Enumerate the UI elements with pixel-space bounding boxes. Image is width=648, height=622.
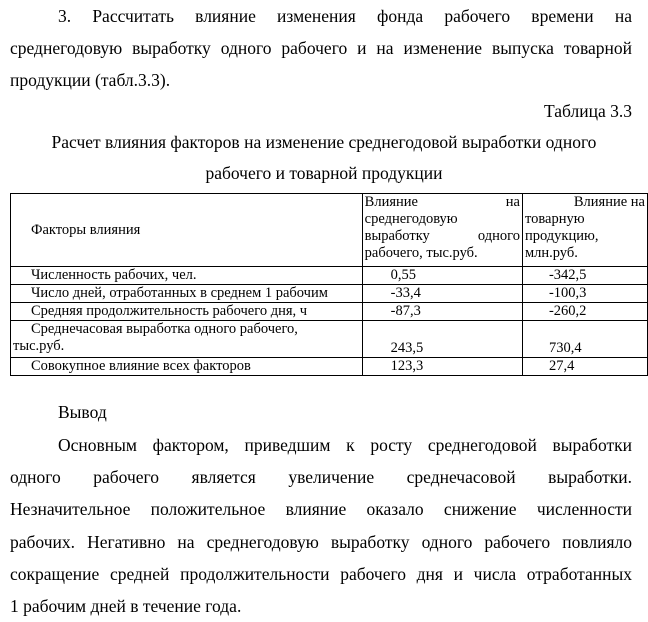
header-product-line-2: товарную: [524, 211, 585, 227]
conclusion-line-3: Незначительное положительное влияние оказало снижение численности: [10, 499, 632, 519]
factors-table: [10, 193, 648, 376]
row-output-value: 0,55: [362, 267, 522, 285]
header-output-line-3: выработку одного: [364, 228, 520, 244]
row-factor: Совокупное влияние всех факторов: [11, 358, 363, 376]
table-row: [11, 267, 648, 285]
row-product-value: -342,5: [522, 267, 647, 285]
table-row: [11, 303, 648, 321]
row-output-value: -87,3: [362, 303, 522, 321]
row-factor: Число дней, отработанных в среднем 1 рабочим: [11, 285, 363, 303]
conclusion-line-4: рабочих. Негативно на среднегодовую выработку одного рабочего повлияло: [10, 532, 632, 552]
conclusion-line-1: Основным фактором, приведшим к росту среднегодовой выработки: [58, 435, 632, 455]
header-output-influence: [362, 194, 522, 267]
conclusion-line-2: одного рабочего является увеличение среднечасовой выработки.: [10, 467, 632, 487]
header-product-line-1: Влияние на: [573, 194, 645, 210]
row-product-value: -260,2: [522, 303, 647, 321]
row-factor-line-1: Среднечасовая выработка одного рабочего,: [31, 321, 298, 337]
row-output-value: 123,3: [362, 358, 522, 376]
row-output-value: 243,5: [362, 321, 522, 358]
conclusion-line-5: сокращение средней продолжительности рабочего дня и числа отработанных: [10, 564, 632, 584]
table-label: Таблица 3.3: [544, 101, 632, 121]
header-factors: Факторы влияния: [11, 194, 363, 267]
table-title-line-2: рабочего и товарной продукции: [205, 163, 443, 183]
row-factor: Средняя продолжительность рабочего дня, ч: [11, 303, 363, 321]
intro-line-3: продукции (табл.3.3).: [10, 70, 171, 90]
header-product-line-4: млн.руб.: [524, 245, 578, 261]
table-row: [11, 285, 648, 303]
row-factor: Численность рабочих, чел.: [11, 267, 363, 285]
header-output-line-2: среднегодовую: [364, 211, 458, 227]
conclusion-title: Вывод: [58, 402, 107, 422]
table-header-row: [11, 194, 648, 267]
table-title-line-1: Расчет влияния факторов на изменение среднегодовой выработки одного: [51, 132, 597, 152]
header-product-influence: [522, 194, 647, 267]
intro-line-2: среднегодовую выработку одного рабочего и на изменение выпуска товарной: [10, 38, 632, 58]
header-output-line-1: Влияние на: [364, 194, 520, 210]
row-output-value: -33,4: [362, 285, 522, 303]
row-factor: [11, 321, 363, 358]
table-row: [11, 321, 648, 358]
row-product-value: 730,4: [522, 321, 647, 358]
row-product-value: -100,3: [522, 285, 647, 303]
header-output-line-4: рабочего, тыс.руб.: [364, 245, 478, 261]
row-factor-line-2: тыс.руб.: [13, 338, 65, 354]
intro-line-1: 3. Рассчитать влияние изменения фонда рабочего времени на: [58, 6, 632, 26]
header-product-line-3: продукцию,: [524, 228, 599, 244]
conclusion-line-6: 1 рабочим дней в течение года.: [10, 596, 242, 616]
table-row: [11, 358, 648, 376]
row-product-value: 27,4: [522, 358, 647, 376]
